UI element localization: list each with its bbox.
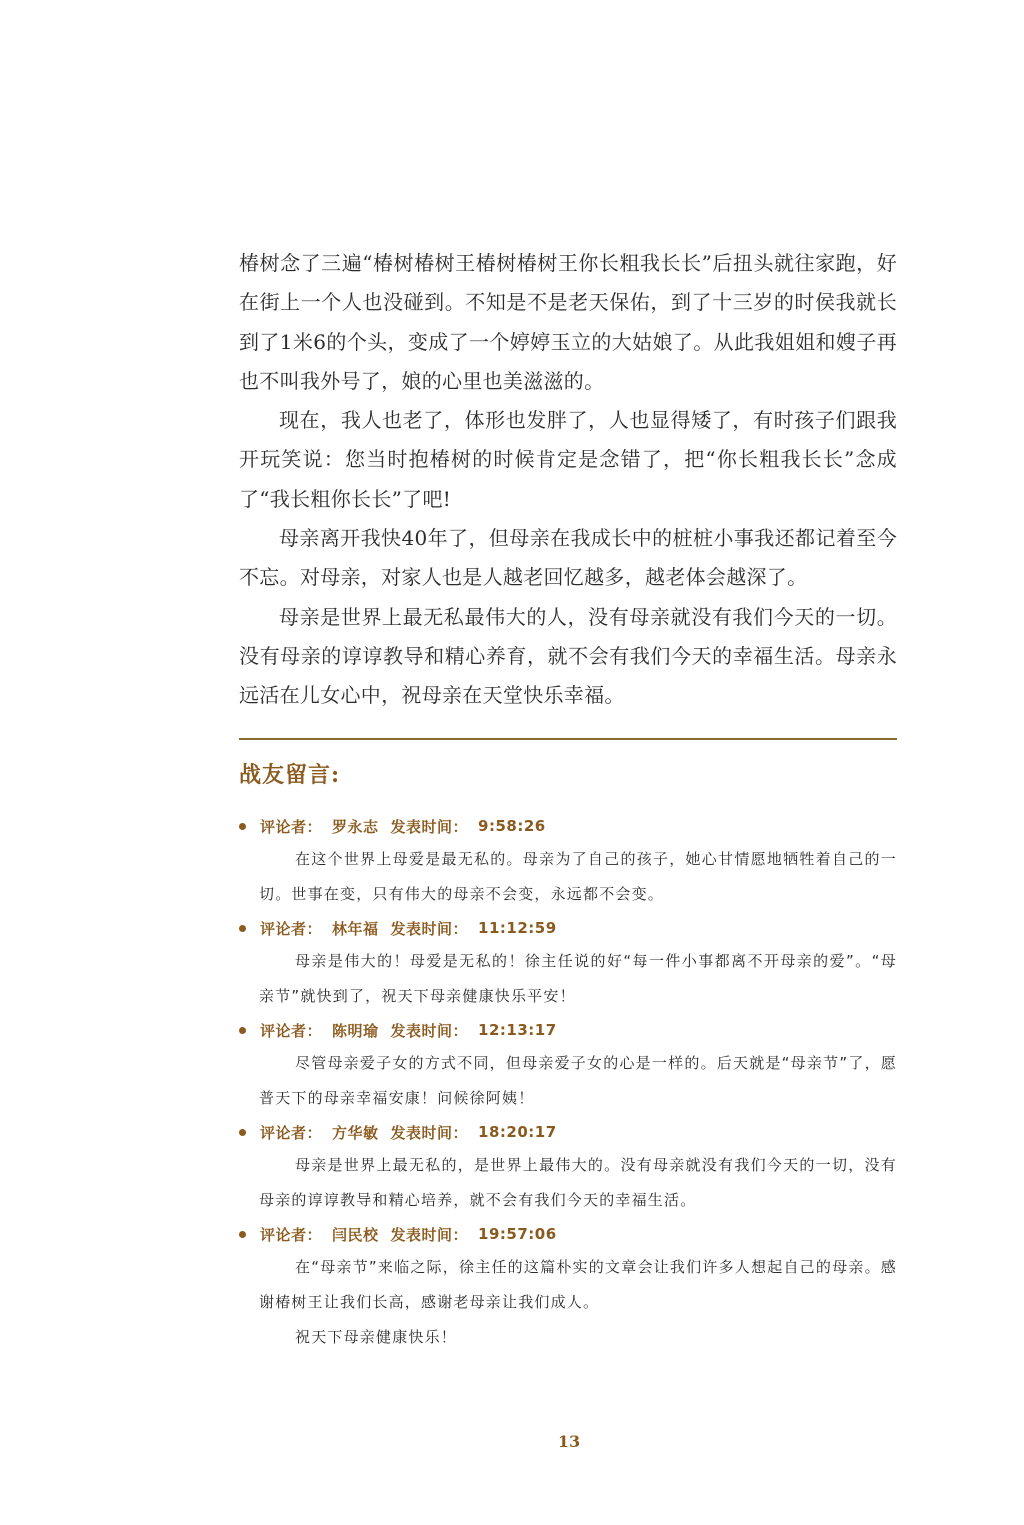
comment-text: 祝天下母亲健康快乐！ [295, 1328, 458, 1346]
comment-time: 19:57:06 [478, 1225, 557, 1243]
comment-body [239, 944, 897, 1014]
comment-text: 母亲是伟大的！母爱是无私的！徐主任说的好“每一件小事都离不开母亲的爱”。“母亲节”就快到了，祝天下母亲健康快乐平安！ [259, 952, 897, 1005]
article-paragraph: 母亲离开我快40年了，但母亲在我成长中的桩桩小事我还都记着至今不忘。对母亲，对家人也是人越老回忆越多，越老体会越深了。 [239, 526, 897, 590]
comment-author: 方华敏 [332, 1123, 379, 1142]
section-title: 战友留言: [239, 762, 341, 788]
comment-body [239, 1250, 897, 1355]
comment-body [239, 1046, 897, 1116]
author-label: 评论者： [260, 1021, 323, 1040]
bullet-icon [239, 1129, 246, 1136]
comment-list [239, 810, 897, 1355]
comment-item [239, 1014, 897, 1116]
time-label: 发表时间： [390, 1123, 469, 1142]
comment-header [239, 1218, 897, 1250]
comment-body [239, 1148, 897, 1218]
comment-item [239, 1116, 897, 1218]
time-label: 发表时间： [390, 817, 469, 836]
comment-time: 11:12:59 [478, 919, 557, 937]
author-label: 评论者： [260, 1225, 323, 1244]
comment-author: 罗永志 [332, 817, 379, 836]
author-label: 评论者： [260, 1123, 323, 1142]
comment-header [239, 810, 897, 842]
time-label: 发表时间： [390, 919, 469, 938]
comment-item [239, 912, 897, 1014]
time-label: 发表时间： [390, 1225, 469, 1244]
bullet-icon [239, 1027, 246, 1034]
article-body [239, 244, 897, 716]
comment-header [239, 1014, 897, 1046]
bullet-icon [239, 1231, 246, 1238]
article-paragraph: 现在，我人也老了，体形也发胖了，人也显得矮了，有时孩子们跟我开玩笑说：您当时抱椿树的时候肯定是念错了，把“你长粗我长长”念成了“我长粗你长长”了吧! [239, 408, 897, 511]
comment-time: 12:13:17 [478, 1021, 557, 1039]
time-label: 发表时间： [390, 1021, 469, 1040]
author-label: 评论者： [260, 817, 323, 836]
section-divider [239, 738, 897, 740]
comment-text: 在“母亲节”来临之际，徐主任的这篇朴实的文章会让我们许多人想起自己的母亲。感谢椿树王让我们长高，感谢老母亲让我们成人。 [259, 1258, 897, 1311]
comment-text: 在这个世界上母爱是最无私的。母亲为了自己的孩子，她心甘情愿地牺牲着自己的一切。世事在变，只有伟大的母亲不会变，永远都不会变。 [259, 850, 897, 903]
comment-header [239, 1116, 897, 1148]
comment-item [239, 810, 897, 912]
comment-text: 母亲是世界上最无私的，是世界上最伟大的。没有母亲就没有我们今天的一切，没有母亲的谆谆教导和精心培养，就不会有我们今天的幸福生活。 [259, 1156, 897, 1209]
article-paragraph: 母亲是世界上最无私最伟大的人，没有母亲就没有我们今天的一切。没有母亲的谆谆教导和精心养育，就不会有我们今天的幸福生活。母亲永远活在儿女心中，祝母亲在天堂快乐幸福。 [239, 604, 897, 708]
comment-author: 林年福 [332, 919, 379, 938]
comment-time: 9:58:26 [478, 817, 546, 835]
comment-text: 尽管母亲爱子女的方式不同，但母亲爱子女的心是一样的。后天就是“母亲节”了，愿普天下的母亲幸福安康！问候徐阿姨！ [259, 1054, 897, 1107]
article-paragraph: 椿树念了三遍“椿树椿树王椿树椿树王你长粗我长长”后扭头就往家跑，好在街上一个人也没碰到。不知是不是老天保佑，到了十三岁的时侯我就长到了1米6的个头，变成了一个婷婷玉立的大姑娘了。从此我姐姐和嫂子再也不叫我外号了，娘的心里也美滋滋的。 [239, 251, 897, 393]
comment-author: 陈明瑜 [332, 1021, 379, 1040]
page-number: 13 [557, 1432, 581, 1451]
comment-author: 闫民校 [332, 1225, 379, 1244]
comment-body [239, 842, 897, 912]
comment-header [239, 912, 897, 944]
comment-item [239, 1218, 897, 1355]
comment-time: 18:20:17 [478, 1123, 557, 1141]
bullet-icon [239, 823, 246, 830]
bullet-icon [239, 925, 246, 932]
author-label: 评论者： [260, 919, 323, 938]
